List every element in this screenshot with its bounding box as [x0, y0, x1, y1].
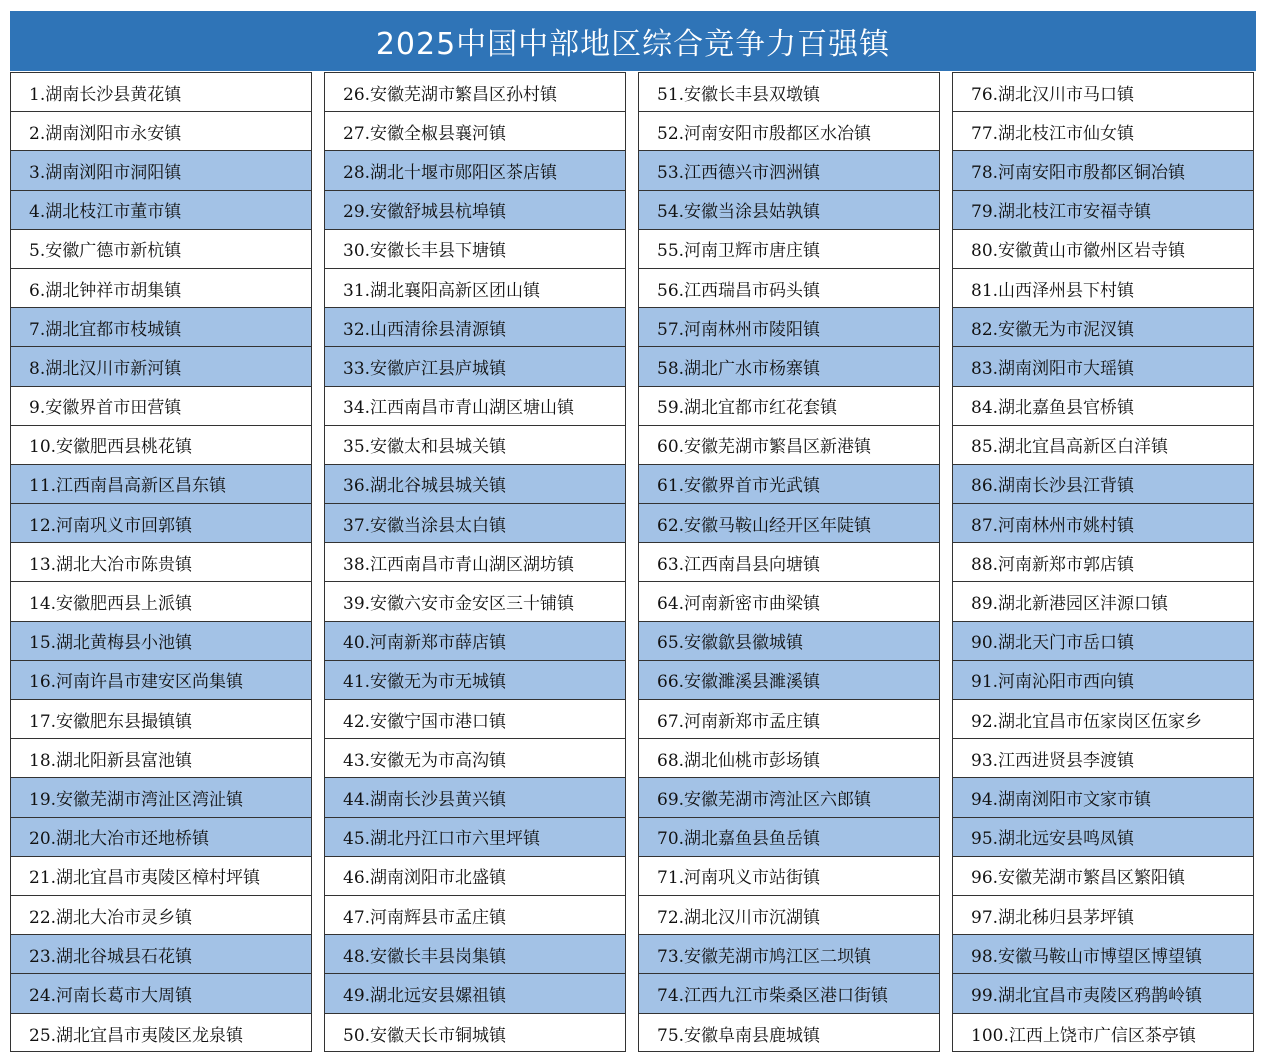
ranking-row: 45.湖北丹江口市六里坪镇 [325, 818, 625, 857]
ranking-row: 43.安徽无为市高沟镇 [325, 739, 625, 778]
ranking-row: 52.河南安阳市殷都区水冶镇 [639, 112, 939, 151]
ranking-row: 5.安徽广德市新杭镇 [11, 230, 311, 269]
ranking-row: 77.湖北枝江市仙女镇 [953, 112, 1253, 151]
ranking-row: 55.河南卫辉市唐庄镇 [639, 230, 939, 269]
ranking-row: 75.安徽阜南县鹿城镇 [657, 1025, 821, 1046]
ranking-row: 74.江西九江市柴桑区港口街镇 [639, 974, 939, 1013]
ranking-row: 33.安徽庐江县庐城镇 [325, 347, 625, 386]
ranking-row: 11.江西南昌高新区昌东镇 [11, 465, 311, 504]
ranking-row: 95.湖北远安县鸣凤镇 [953, 818, 1253, 857]
ranking-row: 49.湖北远安县嫘祖镇 [325, 974, 625, 1013]
ranking-row: 13.湖北大冶市陈贵镇 [11, 543, 311, 582]
ranking-row: 3.湖南浏阳市洞阳镇 [11, 151, 311, 190]
ranking-row: 99.湖北宜昌市夷陵区鸦鹊岭镇 [953, 974, 1253, 1013]
ranking-row: 37.安徽当涂县太白镇 [325, 504, 625, 543]
ranking-row: 87.河南林州市姚村镇 [953, 504, 1253, 543]
ranking-row: 56.江西瑞昌市码头镇 [639, 269, 939, 308]
ranking-row: 38.江西南昌市青山湖区湖坊镇 [325, 543, 625, 582]
ranking-row: 64.河南新密市曲梁镇 [639, 582, 939, 621]
ranking-row: 44.湖南长沙县黄兴镇 [325, 778, 625, 817]
ranking-row: 72.湖北汉川市沉湖镇 [639, 896, 939, 935]
ranking-row: 39.安徽六安市金安区三十铺镇 [325, 582, 625, 621]
ranking-row: 96.安徽芜湖市繁昌区繁阳镇 [953, 857, 1253, 896]
ranking-row: 18.湖北阳新县富池镇 [11, 739, 311, 778]
ranking-row: 23.湖北谷城县石花镇 [11, 935, 311, 974]
ranking-row: 63.江西南昌县向塘镇 [639, 543, 939, 582]
ranking-row: 22.湖北大冶市灵乡镇 [11, 896, 311, 935]
ranking-column-1 [10, 72, 312, 1052]
ranking-row: 76.湖北汉川市马口镇 [953, 73, 1253, 112]
ranking-row: 1.湖南长沙县黄花镇 [11, 73, 311, 112]
ranking-row: 35.安徽太和县城关镇 [325, 426, 625, 465]
ranking-row: 80.安徽黄山市徽州区岩寺镇 [953, 230, 1253, 269]
ranking-row: 42.安徽宁国市港口镇 [325, 700, 625, 739]
ranking-row: 8.湖北汉川市新河镇 [11, 347, 311, 386]
ranking-row: 31.湖北襄阳高新区团山镇 [325, 269, 625, 308]
ranking-row: 86.湖南长沙县江背镇 [953, 465, 1253, 504]
ranking-row: 29.安徽舒城县杭埠镇 [325, 191, 625, 230]
ranking-row: 48.安徽长丰县岗集镇 [325, 935, 625, 974]
ranking-row: 94.湖南浏阳市文家市镇 [953, 778, 1253, 817]
ranking-row: 34.江西南昌市青山湖区塘山镇 [325, 387, 625, 426]
ranking-row: 40.河南新郑市薛店镇 [325, 622, 625, 661]
ranking-row: 32.山西清徐县清源镇 [325, 308, 625, 347]
ranking-row: 36.湖北谷城县城关镇 [325, 465, 625, 504]
ranking-row: 51.安徽长丰县双墩镇 [639, 73, 939, 112]
ranking-row: 79.湖北枝江市安福寺镇 [953, 191, 1253, 230]
ranking-row: 16.河南许昌市建安区尚集镇 [11, 661, 311, 700]
ranking-row: 7.湖北宜都市枝城镇 [11, 308, 311, 347]
ranking-row: 68.湖北仙桃市彭场镇 [639, 739, 939, 778]
ranking-row: 25.湖北宜昌市夷陵区龙泉镇 [29, 1025, 244, 1046]
ranking-row: 10.安徽肥西县桃花镇 [11, 426, 311, 465]
ranking-row: 66.安徽濉溪县濉溪镇 [639, 661, 939, 700]
ranking-row: 59.湖北宜都市红花套镇 [639, 387, 939, 426]
ranking-row: 82.安徽无为市泥汊镇 [953, 308, 1253, 347]
ranking-row: 20.湖北大冶市还地桥镇 [11, 818, 311, 857]
ranking-row: 4.湖北枝江市董市镇 [11, 191, 311, 230]
ranking-row: 26.安徽芜湖市繁昌区孙村镇 [325, 73, 625, 112]
ranking-row: 9.安徽界首市田营镇 [11, 387, 311, 426]
ranking-column-3 [638, 72, 940, 1052]
ranking-row: 14.安徽肥西县上派镇 [11, 582, 311, 621]
ranking-row: 85.湖北宜昌高新区白洋镇 [953, 426, 1253, 465]
ranking-row: 46.湖南浏阳市北盛镇 [325, 857, 625, 896]
ranking-row: 28.湖北十堰市郧阳区茶店镇 [325, 151, 625, 190]
ranking-row: 84.湖北嘉鱼县官桥镇 [953, 387, 1253, 426]
ranking-row: 54.安徽当涂县姑孰镇 [639, 191, 939, 230]
ranking-row: 97.湖北秭归县茅坪镇 [953, 896, 1253, 935]
ranking-row: 57.河南林州市陵阳镇 [639, 308, 939, 347]
ranking-row: 92.湖北宜昌市伍家岗区伍家乡 [953, 700, 1253, 739]
ranking-row: 88.河南新郑市郭店镇 [953, 543, 1253, 582]
ranking-row: 50.安徽天长市铜城镇 [343, 1025, 507, 1046]
ranking-row: 100.江西上饶市广信区茶亭镇 [971, 1025, 1196, 1046]
ranking-row: 6.湖北钟祥市胡集镇 [11, 269, 311, 308]
ranking-row: 30.安徽长丰县下塘镇 [325, 230, 625, 269]
ranking-row: 61.安徽界首市光武镇 [639, 465, 939, 504]
ranking-row: 60.安徽芜湖市繁昌区新港镇 [639, 426, 939, 465]
ranking-row: 83.湖南浏阳市大瑶镇 [953, 347, 1253, 386]
ranking-row: 89.湖北新港园区沣源口镇 [953, 582, 1253, 621]
ranking-row: 71.河南巩义市站街镇 [639, 857, 939, 896]
ranking-row: 19.安徽芜湖市湾沚区湾沚镇 [11, 778, 311, 817]
ranking-row: 21.湖北宜昌市夷陵区樟村坪镇 [11, 857, 311, 896]
ranking-column-4 [952, 72, 1254, 1052]
ranking-row: 67.河南新郑市孟庄镇 [639, 700, 939, 739]
ranking-row: 73.安徽芜湖市鸠江区二坝镇 [639, 935, 939, 974]
ranking-row: 41.安徽无为市无城镇 [325, 661, 625, 700]
ranking-row: 62.安徽马鞍山经开区年陡镇 [639, 504, 939, 543]
ranking-row: 81.山西泽州县下村镇 [953, 269, 1253, 308]
ranking-row: 12.河南巩义市回郭镇 [11, 504, 311, 543]
ranking-row: 53.江西德兴市泗洲镇 [639, 151, 939, 190]
ranking-row: 93.江西进贤县李渡镇 [953, 739, 1253, 778]
ranking-row: 90.湖北天门市岳口镇 [953, 622, 1253, 661]
ranking-row: 24.河南长葛市大周镇 [11, 974, 311, 1013]
ranking-row: 98.安徽马鞍山市博望区博望镇 [953, 935, 1253, 974]
ranking-row: 78.河南安阳市殷都区铜冶镇 [953, 151, 1253, 190]
ranking-row: 58.湖北广水市杨寨镇 [639, 347, 939, 386]
ranking-row: 47.河南辉县市孟庄镇 [325, 896, 625, 935]
ranking-row: 91.河南沁阳市西向镇 [953, 661, 1253, 700]
ranking-row: 69.安徽芜湖市湾沚区六郎镇 [639, 778, 939, 817]
ranking-row: 15.湖北黄梅县小池镇 [11, 622, 311, 661]
ranking-row: 17.安徽肥东县撮镇镇 [11, 700, 311, 739]
ranking-row: 70.湖北嘉鱼县鱼岳镇 [639, 818, 939, 857]
ranking-column-2 [324, 72, 626, 1052]
ranking-row: 2.湖南浏阳市永安镇 [11, 112, 311, 151]
ranking-row: 27.安徽全椒县襄河镇 [325, 112, 625, 151]
page-title: 2025中国中部地区综合竞争力百强镇 [10, 11, 1256, 71]
ranking-row: 65.安徽歙县徽城镇 [639, 622, 939, 661]
